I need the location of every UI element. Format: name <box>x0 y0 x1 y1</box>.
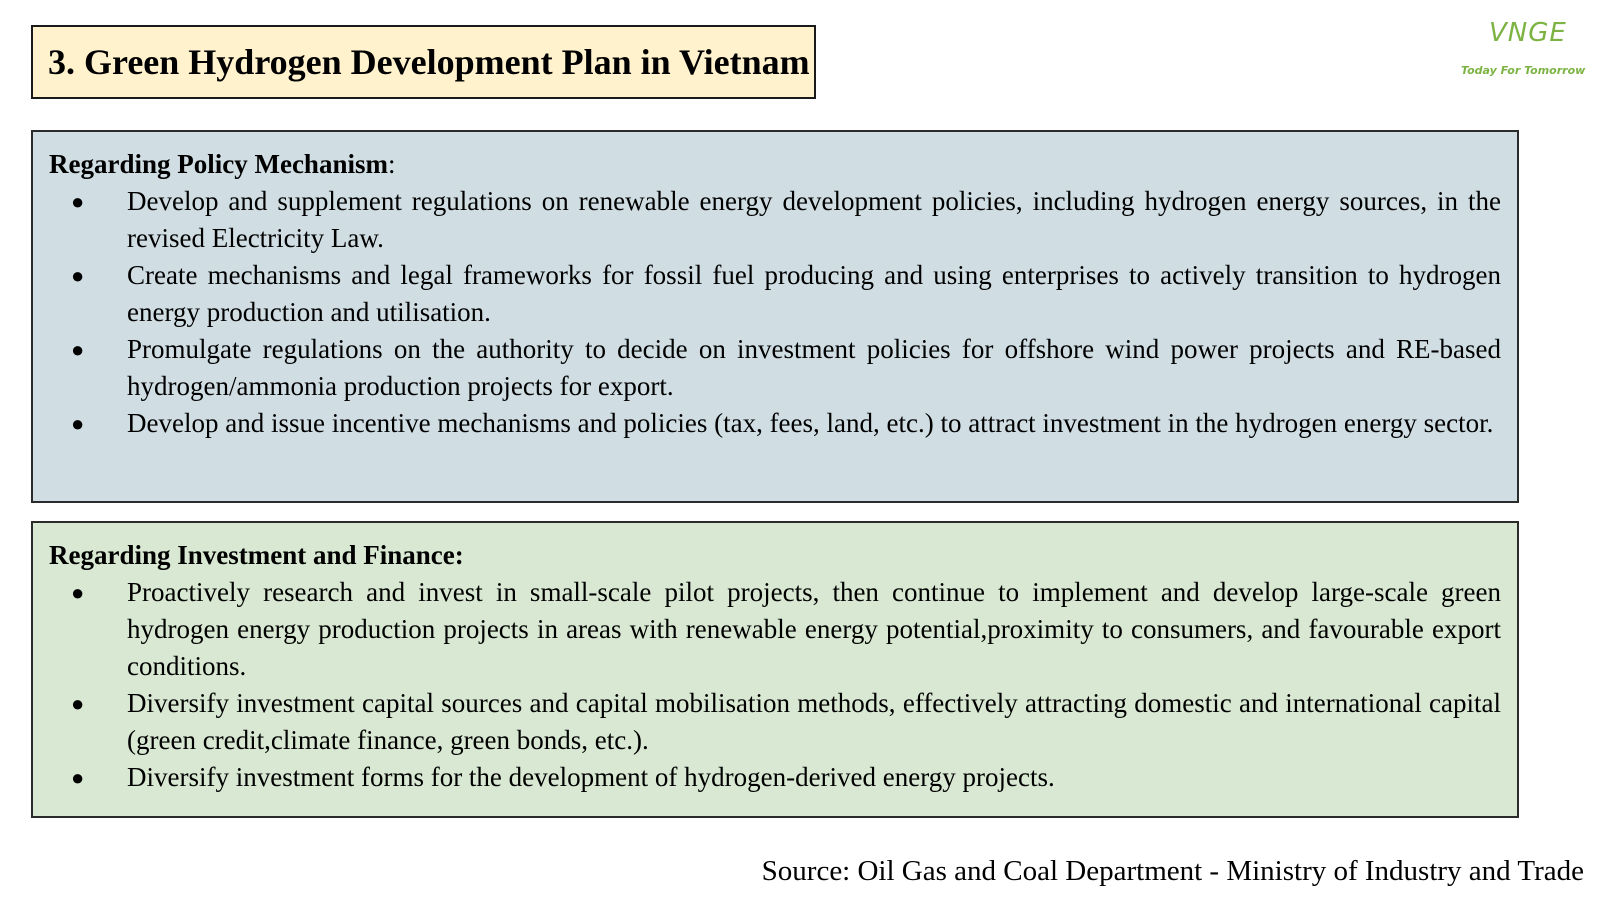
bullet-icon: ● <box>71 337 85 362</box>
slide-title-box <box>31 25 816 99</box>
vnge-logo <box>1455 14 1585 84</box>
bullet-text: Diversify investment capital sources and capital mobilisation methods, effectively attracting domestic and international capital (green credit,climate finance, green bonds, etc.). <box>127 688 1501 755</box>
policy-heading: Regarding Policy Mechanism <box>49 149 388 179</box>
list-item <box>49 574 1501 685</box>
source-citation: Source: Oil Gas and Coal Department - Ministry of Industry and Trade <box>761 855 1584 887</box>
bullet-icon: ● <box>71 765 85 790</box>
bullet-text: Proactively research and invest in small-scale pilot projects, then continue to implement and develop large-scale green hydrogen energy production projects in areas with renewable energy potential,proximity to consumers, and favourable export conditions. <box>127 577 1501 681</box>
slide-title: 3. Green Hydrogen Development Plan in Vietnam <box>48 42 810 82</box>
bullet-text: Create mechanisms and legal frameworks for fossil fuel producing and using enterprises to actively transition to hydrogen energy production and utilisation. <box>127 260 1501 327</box>
finance-heading: Regarding Investment and Finance: <box>49 540 464 570</box>
list-item <box>49 331 1501 405</box>
list-item <box>49 257 1501 331</box>
bullet-icon: ● <box>71 411 85 436</box>
logo-mark: VNGE <box>1489 18 1567 48</box>
bullet-icon: ● <box>71 691 85 716</box>
bullet-icon: ● <box>71 189 85 214</box>
policy-mechanism-panel <box>31 130 1519 503</box>
policy-bullet-list <box>49 183 1501 442</box>
bullet-icon: ● <box>71 580 85 605</box>
bullet-text: Develop and issue incentive mechanisms and policies (tax, fees, land, etc.) to attract investment in the hydrogen energy sector. <box>127 408 1494 438</box>
list-item <box>49 759 1501 796</box>
list-item <box>49 685 1501 759</box>
investment-finance-panel <box>31 521 1519 818</box>
bullet-text: Promulgate regulations on the authority to decide on investment policies for offshore wind power projects and RE-based hydrogen/ammonia production projects for export. <box>127 334 1501 401</box>
policy-heading-line <box>49 146 1501 183</box>
finance-bullet-list <box>49 574 1501 796</box>
bullet-text: Diversify investment forms for the development of hydrogen-derived energy projects. <box>127 762 1055 792</box>
list-item <box>49 183 1501 257</box>
logo-tagline: Today For Tomorrow <box>1461 64 1586 77</box>
policy-heading-colon: : <box>387 149 396 179</box>
bullet-icon: ● <box>71 263 85 288</box>
bullet-text: Develop and supplement regulations on renewable energy development policies, including hydrogen energy sources, in the revised Electricity Law. <box>127 186 1501 253</box>
list-item <box>49 405 1501 442</box>
